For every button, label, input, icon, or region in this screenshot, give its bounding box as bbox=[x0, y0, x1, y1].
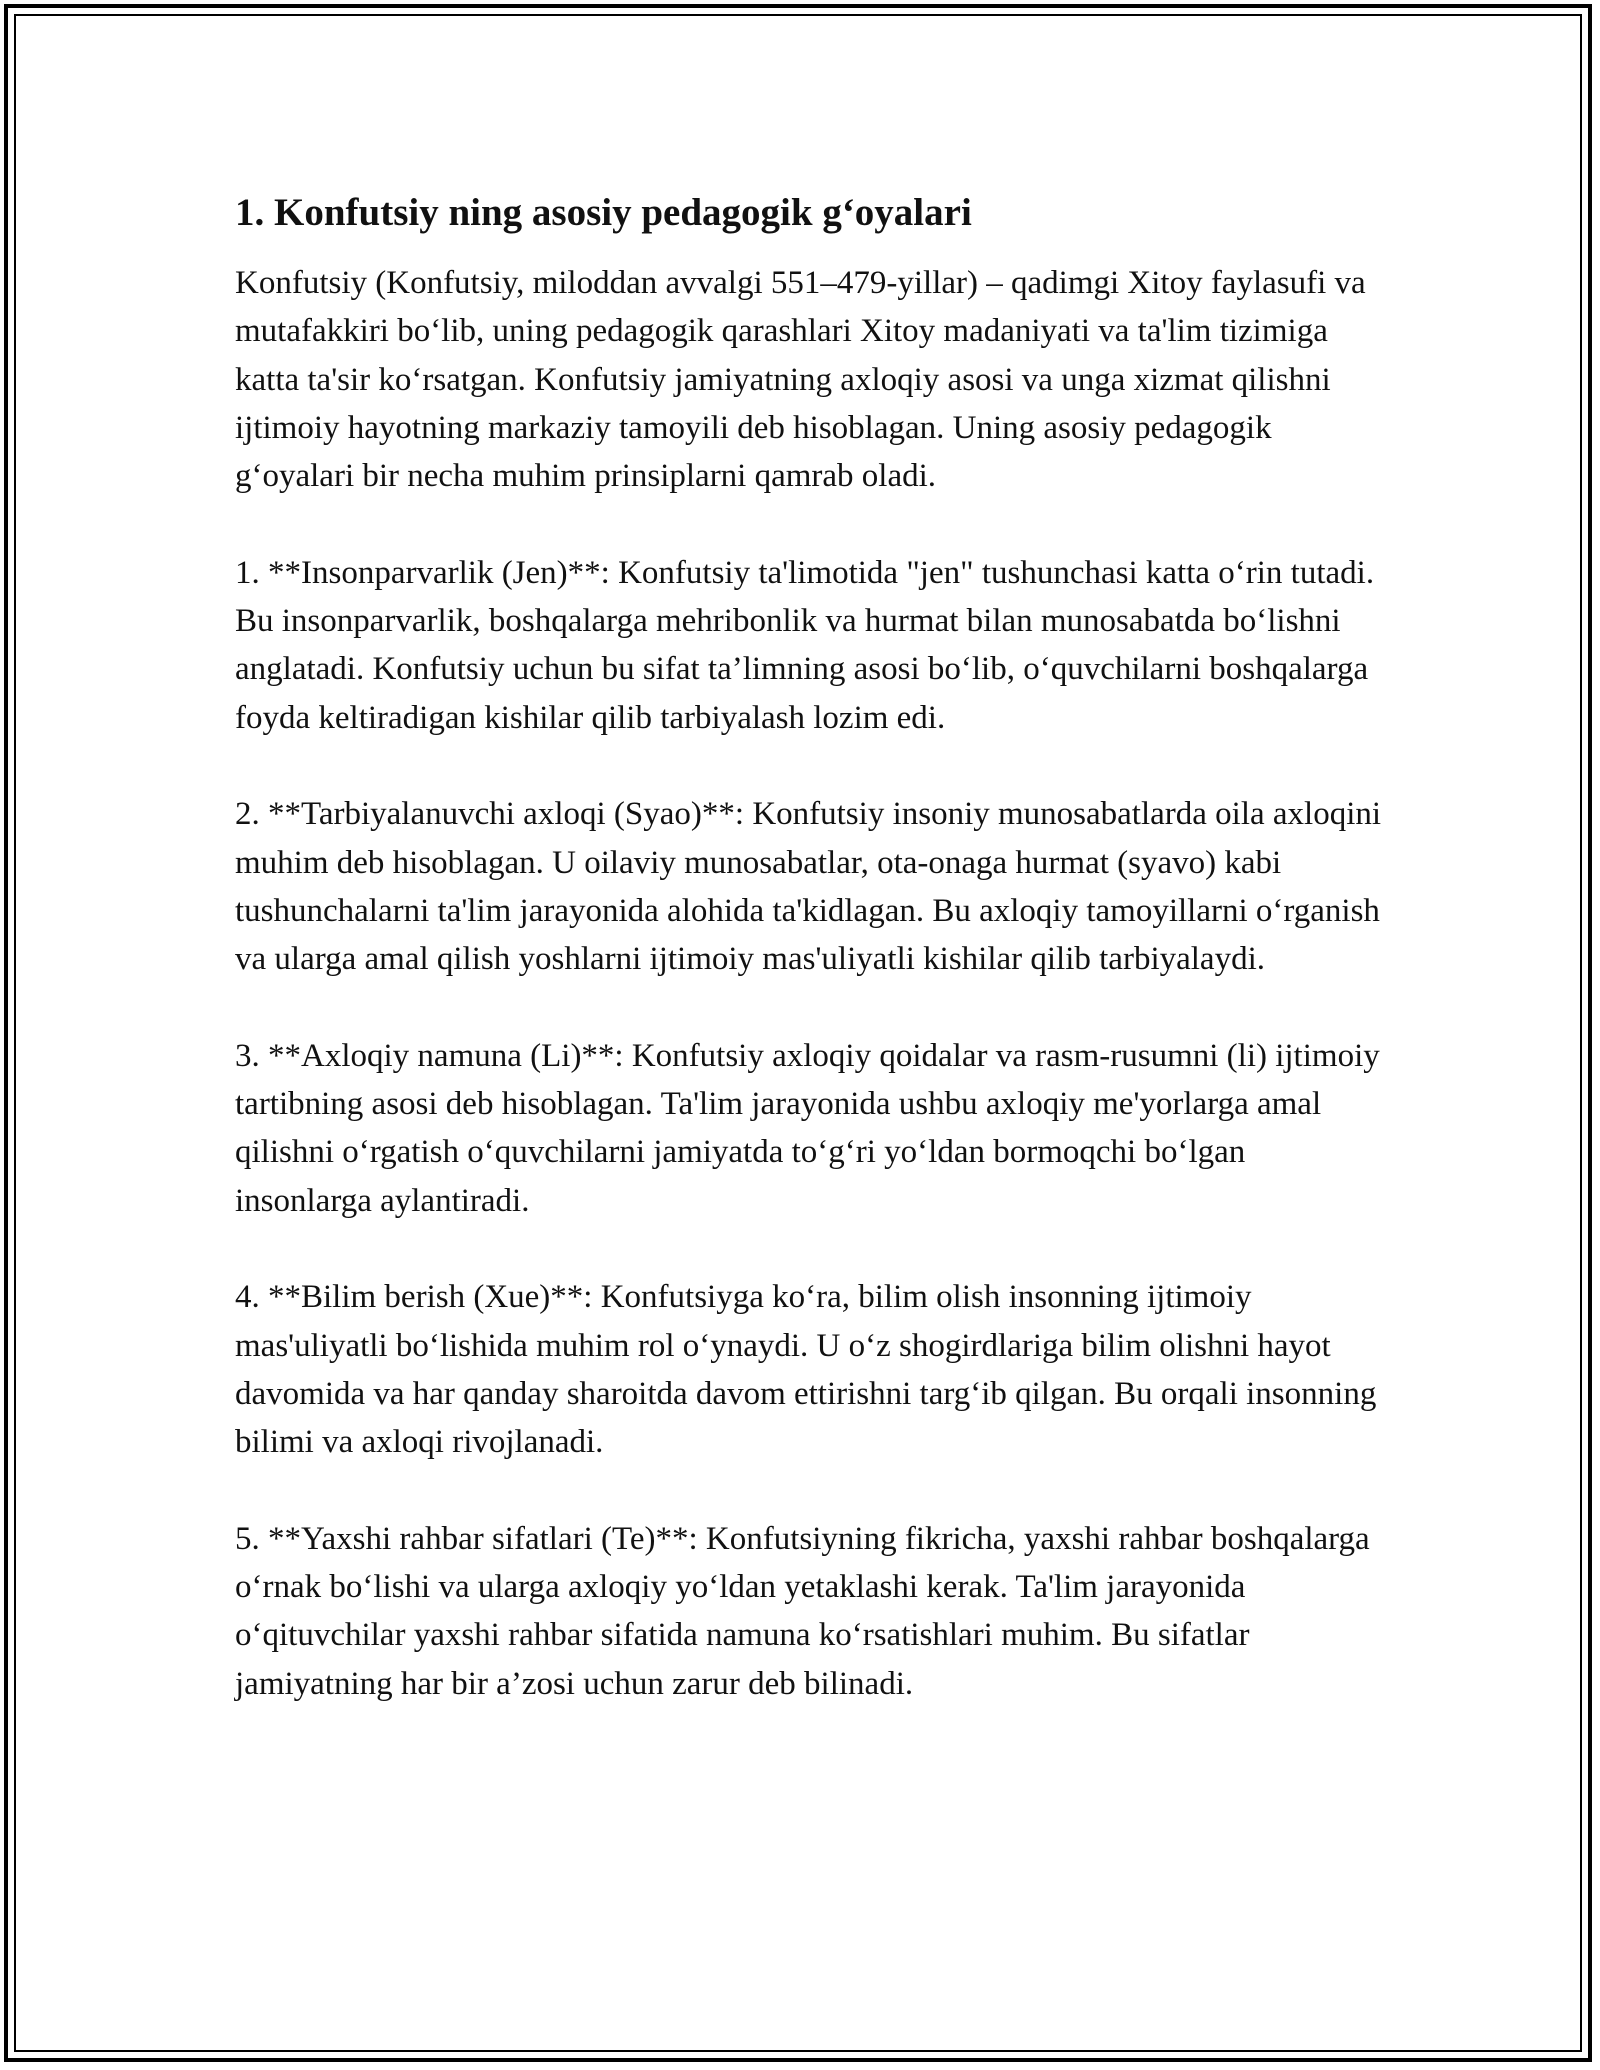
point-paragraph-4: 4. **Bilim berish (Xue)**: Konfutsiyga ko‘ra, bilim olish insonning ijtimoiy mas'uliyatli bo‘lishida muhim rol o‘ynaydi. U o‘z shogirdlariga bilim olishni hayot davomida va har qanday sharoitda davom ettirishni targ‘ib qilgan. Bu orqali insonning bilimi va axloqi rivojlanadi. bbox=[235, 1279, 1377, 1461]
point-paragraph-1: 1. **Insonparvarlik (Jen)**: Konfutsiy ta'limotida "jen" tushunchasi katta o‘rin tutadi. Bu insonparvarlik, boshqalarga mehribonlik va hurmat bilan munosabatda bo‘lishni anglatadi. Konfutsiy uchun bu sifat ta’limning asosi bo‘lib, o‘quvchilarni boshqalarga foyda keltiradigan kishilar qilib tarbiyalash lozim edi. bbox=[235, 554, 1375, 736]
point-paragraph-3: 3. **Axloqiy namuna (Li)**: Konfutsiy axloqiy qoidalar va rasm-rusumni (li) ijtimoiy tartibning asosi deb hisoblagan. Ta'lim jarayonida ushbu axloqiy me'yorlarga amal qilishni o‘rgatish o‘quvchilarni jamiyatda to‘g‘ri yo‘ldan bormoqchi bo‘lgan insonlarga aylantiradi. bbox=[235, 1037, 1380, 1219]
point-paragraph-2: 2. **Tarbiyalanuvchi axloqi (Syao)**: Konfutsiy insoniy munosabatlarda oila axloqini muhim deb hisoblagan. U oilaviy munosabatlar, ota-onaga hurmat (syavo) kabi tushunchalarni ta'lim jarayonida alohida ta'kidlagan. Bu axloqiy tamoyillarni o‘rganish va ularga amal qilish yoshlarni ijtimoiy mas'uliyatli kishilar qilib tarbiyalaydi. bbox=[235, 796, 1382, 978]
point-paragraph-5: 5. **Yaxshi rahbar sifatlari (Te)**: Konfutsiyning fikricha, yaxshi rahbar boshqalarga o‘rnak bo‘lishi va ularga axloqiy yo‘ldan yetaklashi kerak. Ta'lim jarayonida o‘qituvchilar yaxshi rahbar sifatida namuna ko‘rsatishlari muhim. Bu sifatlar jamiyatning har bir a’zosi uchun zarur deb bilinadi. bbox=[235, 1520, 1370, 1702]
intro-paragraph: Konfutsiy (Konfutsiy, miloddan avvalgi 551–479-yillar) – qadimgi Xitoy faylasufi va mutafakkiri bo‘lib, uning pedagogik qarashlari Xitoy madaniyati va ta'lim tizimiga katta ta'sir ko‘rsatgan. Konfutsiy jamiyatning axloqiy asosi va unga xizmat qilishni ijtimoiy hayotning markaziy tamoyili deb hisoblagan. Uning asosiy pedagogik g‘oyalari bir necha muhim prinsiplarni qamrab oladi. bbox=[235, 265, 1366, 495]
document-title: 1. Konfutsiy ning asosiy pedagogik g‘oyalari bbox=[235, 191, 972, 234]
document-body bbox=[235, 187, 1385, 1756]
